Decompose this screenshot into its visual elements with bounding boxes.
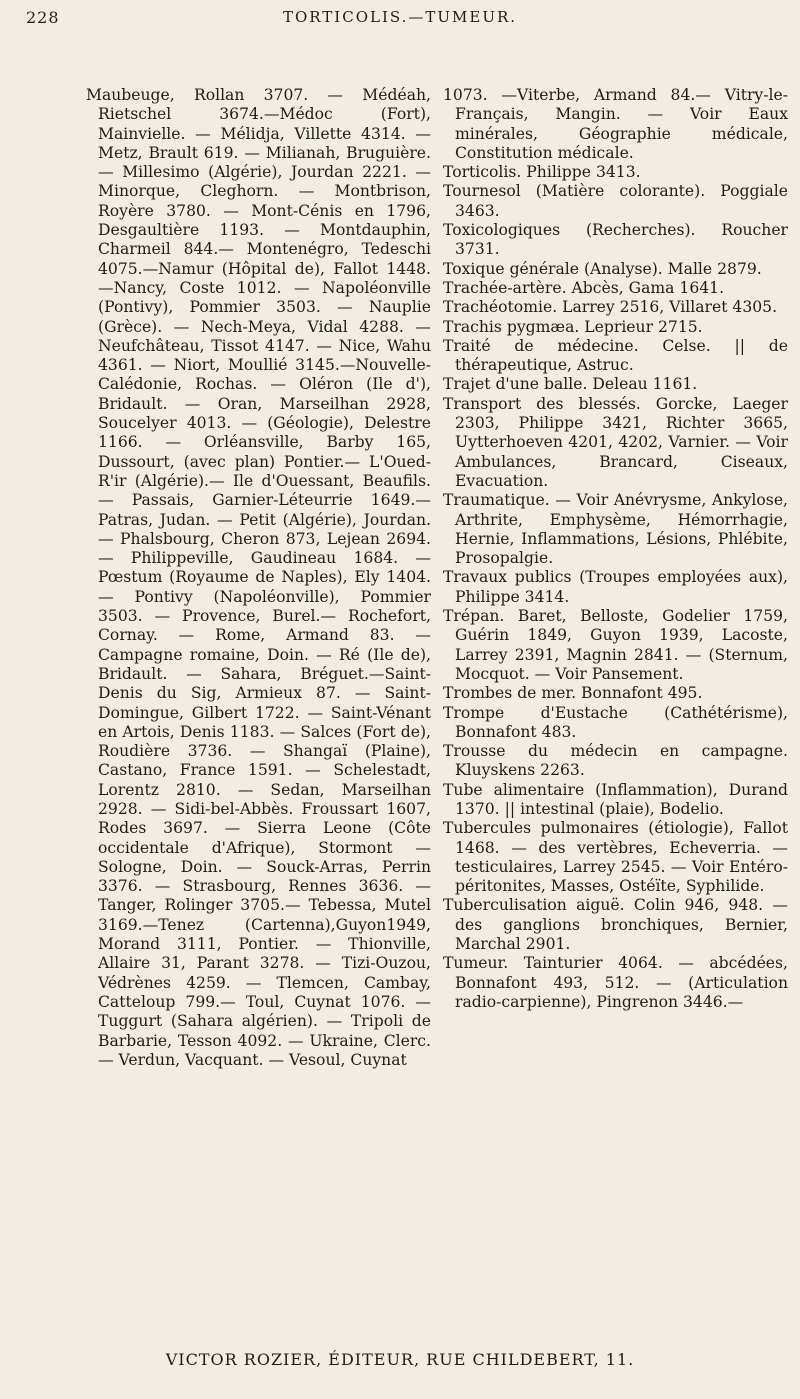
- page-number: 228: [26, 8, 60, 27]
- entry-tumeur: Tumeur. Tainturier 4064. — abcédées, Bonnafont 493, 512. — (Articulation radio-carpienne), Pingrenon 3446.—: [443, 954, 788, 1011]
- entry-trachis: Trachis pygmæa. Leprieur 2715.: [443, 317, 703, 336]
- entry-tube: Tube alimentaire (Inflammation), Durand 1370. || intestinal (plaie), Bodelio.: [443, 780, 788, 818]
- running-title: TORTICOLIS.—TUMEUR.: [282, 8, 518, 26]
- entry-tracheotomie: Trachéotomie. Larrey 2516, Villaret 4305.: [443, 298, 778, 317]
- running-head: [26, 8, 774, 34]
- entry-toxique: Toxique générale (Analyse). Malle 2879.: [443, 259, 762, 278]
- entry-tuberculisation: Tuberculisation aiguë. Colin 946, 948. — des ganglions bronchiques, Bernier, Marchal 2901.: [443, 896, 788, 954]
- entry-trajet: Trajet d'une balle. Deleau 1161.: [443, 375, 698, 394]
- entry-transport: Transport des blessés. Gorcke, Laeger 2303, Philippe 3421, Richter 3665, Uytterhoeven 4201, 4202, Varnier. — Voir Ambulances, Brancard, Ciseaux, Evacuation.: [443, 394, 788, 490]
- entry-tubercules: Tubercules pulmonaires (étiologie), Fallot 1468. — des vertèbres, Echeverria. — testiculaires, Larrey 2545. — Voir Entéro-péritonites, Masses, Ostéïte, Syphilide.: [443, 819, 788, 896]
- right-column: [443, 86, 788, 1012]
- entry-viterbe-continued: 1073. —Viterbe, Armand 84.— Vitry-le-Français, Mangin. — Voir Eaux minérales, Géographie médicale, Constitution médicale.: [443, 86, 788, 162]
- entry-trepan: Trépan. Baret, Belloste, Godelier 1759, Guérin 1849, Guyon 1939, Lacoste, Larrey 2391, Magnin 2841. — (Sternum, Mocquot. — Voir Pansement.: [443, 607, 788, 683]
- entry-toxicologiques: Toxicologiques (Recherches). Roucher 3731.: [443, 221, 788, 259]
- entry-trompe: Trompe d'Eustache (Cathétérisme), Bonnafont 483.: [443, 703, 788, 741]
- entry-travaux-publics: Travaux publics (Troupes employées aux), Philippe 3414.: [443, 568, 788, 606]
- publisher-footer: VICTOR ROZIER, ÉDITEUR, RUE CHILDEBERT, 11.: [165, 1350, 635, 1369]
- entry-tournesol: Tournesol (Matière colorante). Poggiale 3463.: [443, 182, 788, 220]
- entry-traumatique: Traumatique. — Voir Anévrysme, Ankylose, Arthrite, Emphysème, Hémorrhagie, Hernie, Inflammations, Lésions, Phlébite, Prosopalgie.: [443, 491, 788, 568]
- entry-torticolis: Torticolis. Philippe 3413.: [443, 163, 641, 182]
- left-column: [86, 86, 431, 1070]
- entry-traite: Traité de médecine. Celse. || de thérapeutique, Astruc.: [443, 336, 788, 375]
- entry-trombes: Trombes de mer. Bonnafont 495.: [443, 684, 703, 703]
- entry-continued-places: Maubeuge, Rollan 3707. — Médéah, Rietschel 3674.—Médoc (Fort), Mainvielle. — Mélidja, Villette 4314. — Metz, Brault 619. — Milianah, Bruguière. — Millesimo (Algérie), Jourdan 2221. — Minorque, Cleghorn. — Montbrison, Royère 3780. — Mont-Cénis en 1796, Desgaultière 1193. — Montdauphin, Charmeil 844.— Montenégro, Tedeschi 4075.—Namur (Hôpital de), Fallot 1448.—Nancy, Coste 1012. — Napoléonville (Pontivy), Pommier 3503. — Nauplie (Grèce). — Nech-Meya, Vidal 4288. — Neufchâteau, Tissot 4147. — Nice, Wahu 4361. — Niort, Moullié 3145.—Nouvelle-Calédonie, Rochas. — Oléron (Ile d'), Bridault. — Oran, Marseilhan 2928, Soucelyer 4013. — (Géologie), Delestre 1166. — Orléansville, Barby 165, Dussourt, (avec plan) Pontier.— L'Oued-R'ir (Algérie).— Ile d'Ouessant, Beaufils. — Passais, Garnier-Léteurrie 1649.— Patras, Judan. — Petit (Algérie), Jourdan. — Phalsbourg, Cheron 873, Lejean 2694. — Philippeville, Gaudineau 1684. — Pœstum (Royaume de Naples), Ely 1404. — Pontivy (Napoléonville), Pommier 3503. — Provence, Burel.— Rochefort, Cornay. — Rome, Armand 83. — Campagne romaine, Doin. — Ré (Ile de), Bridault. — Sahara, Bréguet.—Saint-Denis du Sig, Armieux 87. — Saint-Domingue, Gilbert 1722. — Saint-Vénant en Artois, Denis 1183. — Salces (Fort de), Roudière 3736. — Shangaï (Plaine), Castano, France 1591. — Schelestadt, Lorentz 2810. — Sedan, Marseilhan 2928. — Sidi-bel-Abbès. Froussart 1607, Rodes 3697. — Sierra Leone (Côte occidentale d'Afrique), Stormont — Sologne, Doin. — Souck-Arras, Perrin 3376. — Strasbourg, Rennes 3636. — Tanger, Rolinger 3705.— Tebessa, Mutel 3169.—Tenez (Cartenna),Guyon1949, Morand 3111, Pontier. — Thionville, Allaire 31, Parant 3278. — Tizi-Ouzou, Védrènes 4259. — Tlemcen, Cambay, Catteloup 799.— Toul, Cuynat 1076. — Tuggurt (Sahara algérien). — Tripoli de Barbarie, Tesson 4092. — Ukraine, Clerc. — Verdun, Vacquant. — Vesoul, Cuynat: [86, 86, 431, 1069]
- entry-trousse: Trousse du médecin en campagne. Kluyskens 2263.: [443, 742, 788, 780]
- entry-trachee-artere: Trachée-artère. Abcès, Gama 1641.: [443, 278, 725, 297]
